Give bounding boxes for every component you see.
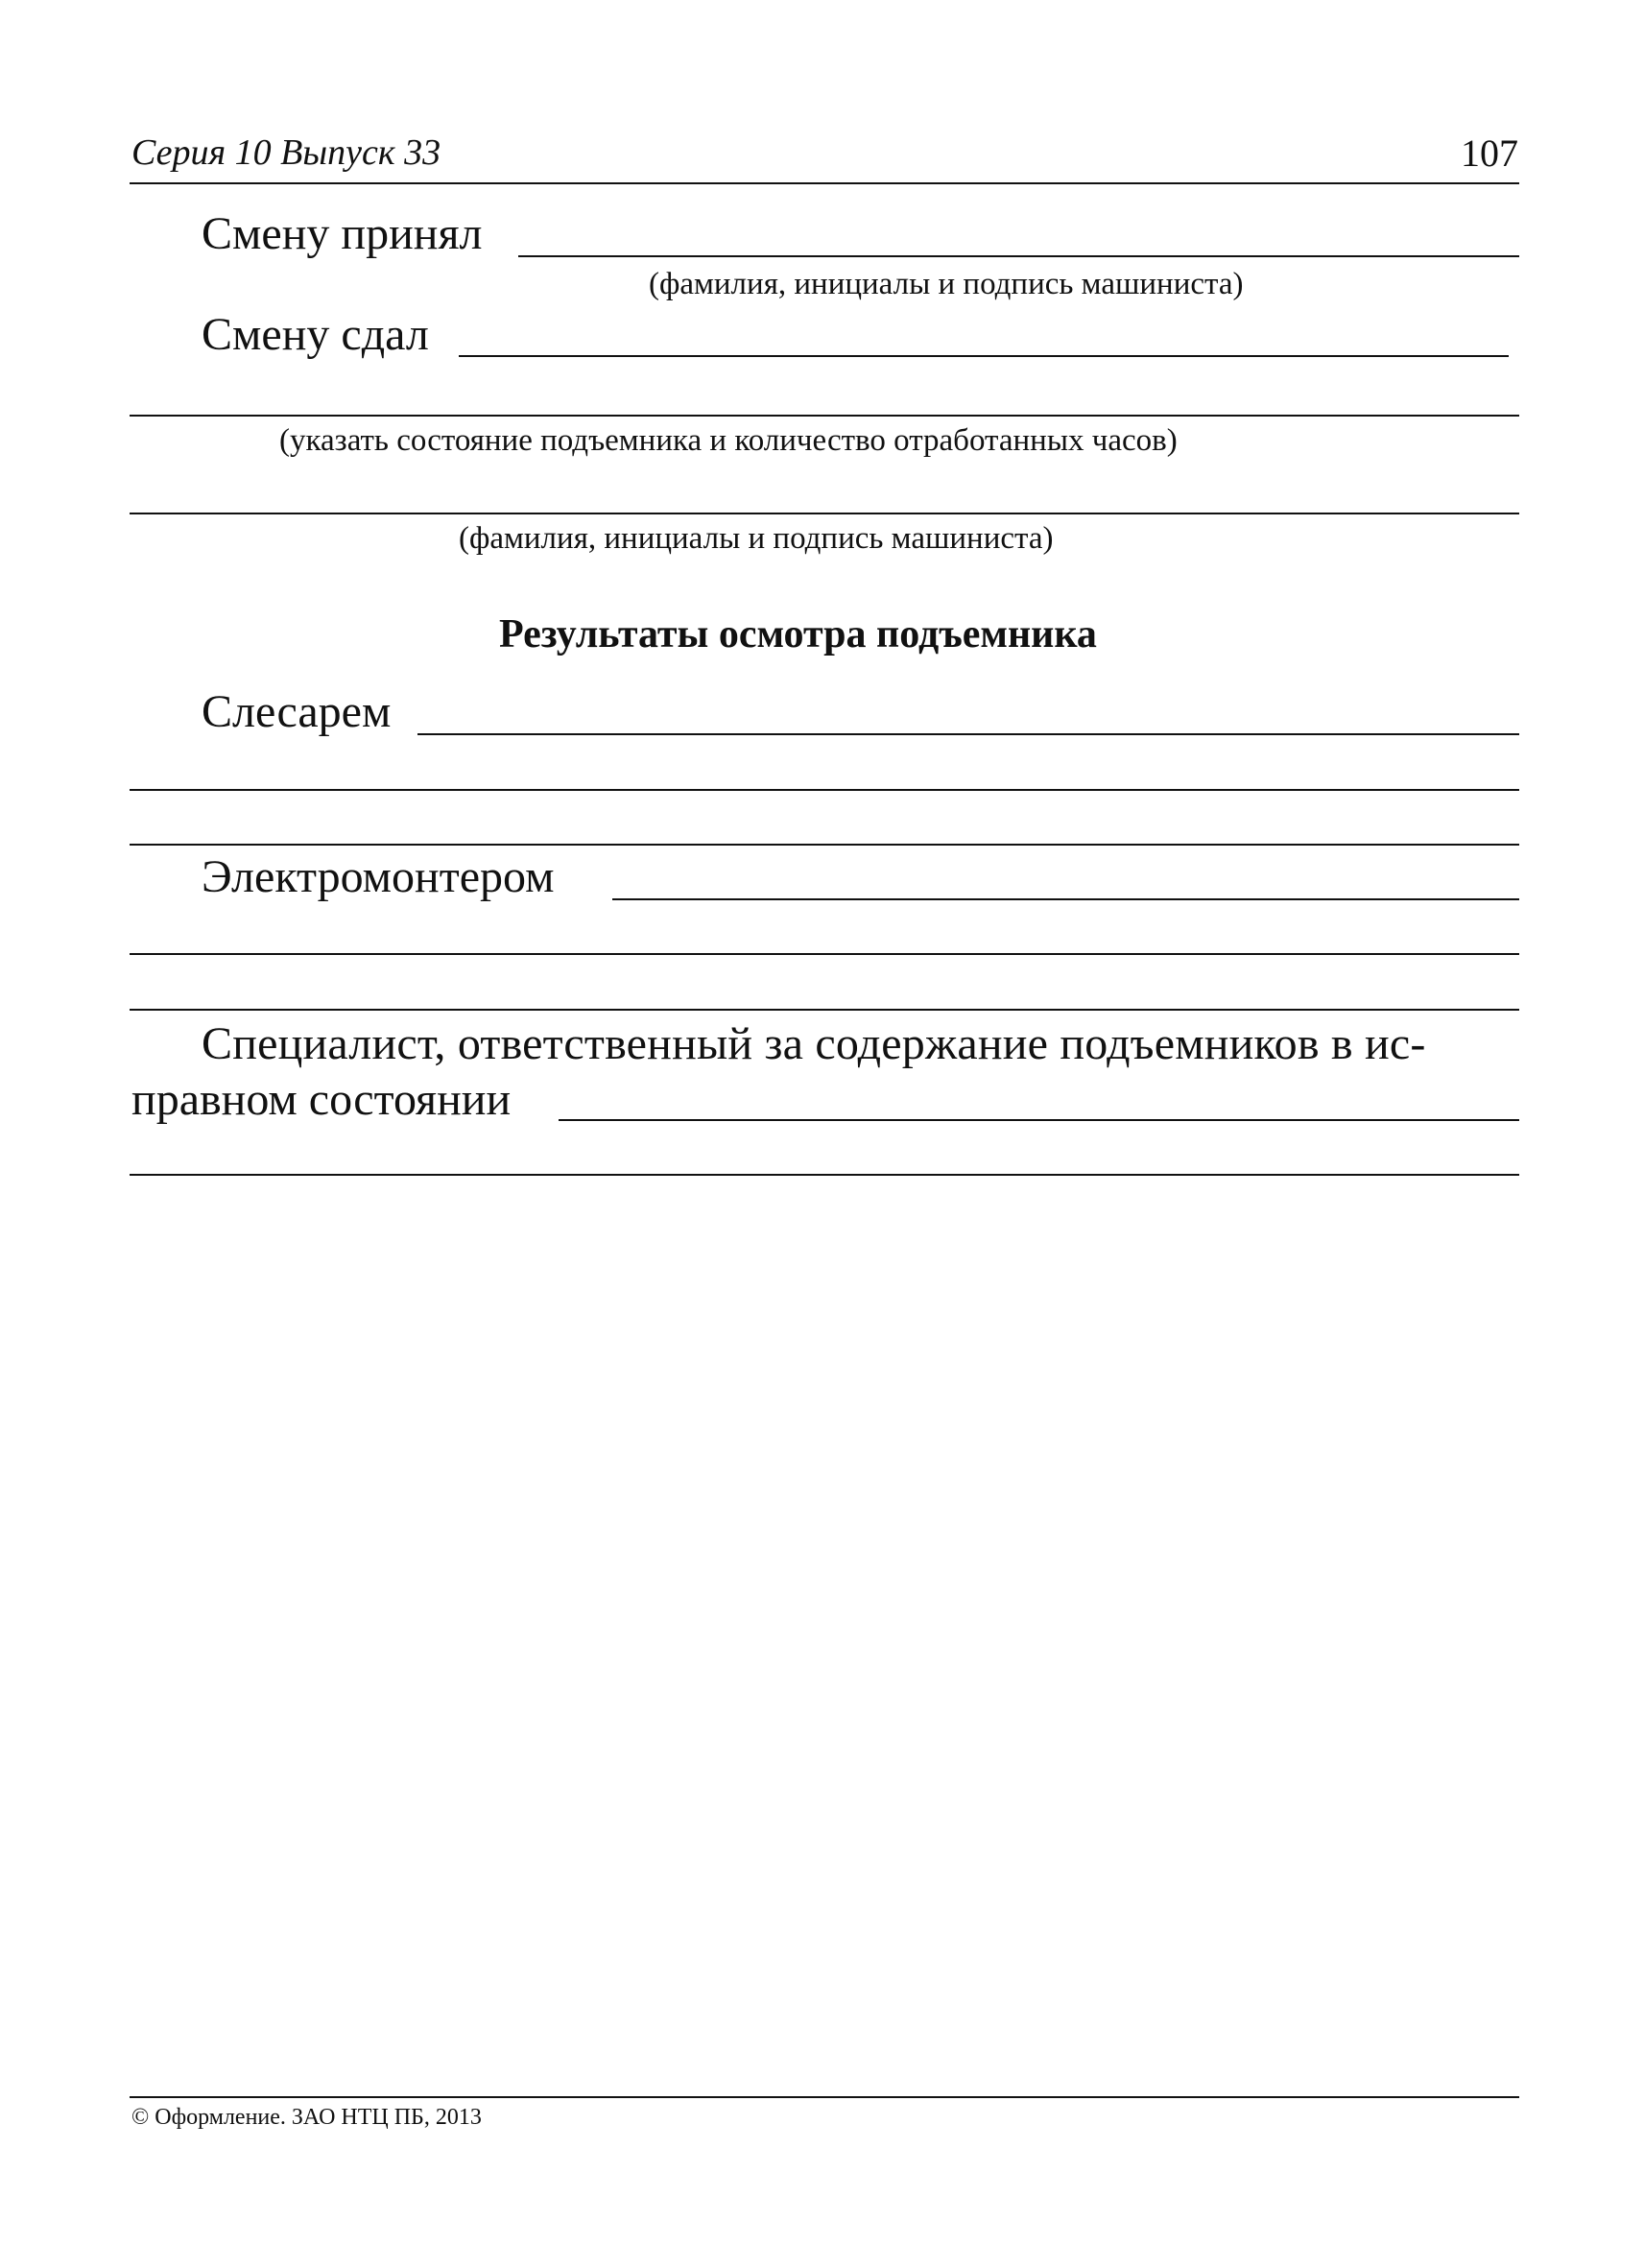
fitter-line <box>417 733 1519 735</box>
shift-state-caption: (указать состояние подъемника и количество отработанных часов) <box>279 423 1178 458</box>
electrician-line-3 <box>130 1009 1519 1011</box>
shift-accepted-line <box>518 255 1519 257</box>
shift-state-line <box>130 415 1519 417</box>
shift-handed-label: Смену сдал <box>202 309 429 360</box>
fitter-label: Слесарем <box>202 686 392 737</box>
shift-operator-line <box>130 513 1519 514</box>
shift-operator-caption: (фамилия, инициалы и подпись машиниста) <box>459 521 1054 556</box>
specialist-line <box>559 1119 1519 1121</box>
page-number: 107 <box>1461 131 1518 175</box>
inspection-heading: Результаты осмотра подъемника <box>499 612 1097 657</box>
shift-handed-line <box>459 355 1509 357</box>
electrician-line-2 <box>130 953 1519 955</box>
shift-accepted-label: Смену принял <box>202 208 483 259</box>
specialist-label-line2: правном состоянии <box>131 1074 512 1125</box>
electrician-label: Электромонтером <box>202 851 555 902</box>
specialist-line-2 <box>130 1174 1519 1176</box>
header-divider <box>130 182 1519 184</box>
electrician-line <box>612 898 1519 900</box>
fitter-line-2 <box>130 789 1519 791</box>
footer-copyright: © Оформление. ЗАО НТЦ ПБ, 2013 <box>131 2105 482 2130</box>
fitter-line-3 <box>130 844 1519 846</box>
footer-divider <box>130 2096 1519 2098</box>
running-header-series: Серия 10 Выпуск 33 <box>131 132 441 173</box>
specialist-label-line1: Специалист, ответственный за содержание подъемников в ис- <box>202 1018 1426 1069</box>
shift-accepted-caption: (фамилия, инициалы и подпись машиниста) <box>649 267 1244 301</box>
